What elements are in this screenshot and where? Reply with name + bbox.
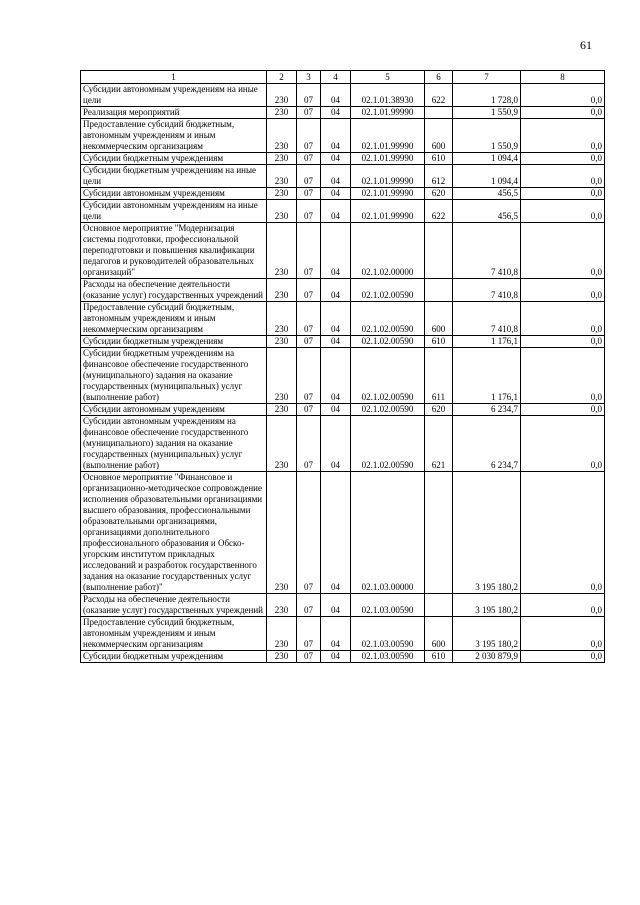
table-row — [81, 594, 605, 617]
row-code-4-cell: 04 — [321, 188, 351, 200]
row-amount-8-cell: 0,0 — [521, 223, 605, 279]
row-name-cell: Предоставление субсидий бюджетным, автономным учреждениям и иным некоммерческим организациям — [81, 617, 267, 651]
table-row — [81, 84, 605, 107]
row-code-5-cell: 02.1.03.00590 — [351, 617, 425, 651]
table-row — [81, 223, 605, 279]
row-code-6-cell: 611 — [425, 348, 453, 404]
row-code-6-cell — [425, 279, 453, 302]
row-amount-8-cell: 0,0 — [521, 472, 605, 594]
row-amount-8-cell: 0,0 — [521, 416, 605, 472]
row-name-cell: Субсидии бюджетным учреждениям — [81, 153, 267, 165]
table-row — [81, 617, 605, 651]
row-amount-8-cell: 0,0 — [521, 84, 605, 107]
row-amount-7-cell: 7 410,8 — [453, 279, 521, 302]
row-code-6-cell: 622 — [425, 84, 453, 107]
table-row — [81, 336, 605, 348]
row-code-2-cell: 230 — [267, 188, 297, 200]
table-row — [81, 200, 605, 223]
row-code-6-cell — [425, 594, 453, 617]
row-amount-7-cell: 6 234,7 — [453, 404, 521, 416]
row-name-cell: Субсидии бюджетным учреждениям на финансовое обеспечение государственного (муниципального) задания на оказание государственных (муниципальных) услуг (выполнение работ) — [81, 348, 267, 404]
row-amount-7-cell: 1 550,9 — [453, 107, 521, 119]
row-amount-8-cell: 0,0 — [521, 651, 605, 663]
row-code-2-cell: 230 — [267, 165, 297, 188]
row-code-4-cell: 04 — [321, 617, 351, 651]
row-amount-7-cell: 7 410,8 — [453, 223, 521, 279]
row-name-cell: Основное мероприятие "Модернизация системы подготовки, профессиональной переподготовки и повышения квалификации педагогов и руководителей образовательных организаций" — [81, 223, 267, 279]
row-amount-7-cell: 456,5 — [453, 188, 521, 200]
table-row — [81, 119, 605, 153]
row-code-4-cell: 04 — [321, 279, 351, 302]
row-code-6-cell: 622 — [425, 200, 453, 223]
row-code-3-cell: 07 — [297, 188, 321, 200]
row-code-4-cell: 04 — [321, 336, 351, 348]
row-name-cell: Субсидии автономным учреждениям на иные цели — [81, 200, 267, 223]
table-row — [81, 188, 605, 200]
row-amount-8-cell: 0,0 — [521, 336, 605, 348]
row-amount-8-cell: 0,0 — [521, 302, 605, 336]
row-amount-7-cell: 1 550,9 — [453, 119, 521, 153]
row-amount-8-cell: 0,0 — [521, 107, 605, 119]
budget-table — [80, 70, 605, 663]
row-name-cell: Предоставление субсидий бюджетным, автономным учреждениям и иным некоммерческим организациям — [81, 302, 267, 336]
header-col-2: 2 — [267, 71, 297, 84]
row-code-5-cell: 02.1.03.00000 — [351, 472, 425, 594]
row-code-3-cell: 07 — [297, 84, 321, 107]
row-code-5-cell: 02.1.02.00590 — [351, 336, 425, 348]
header-col-5: 5 — [351, 71, 425, 84]
row-code-4-cell: 04 — [321, 651, 351, 663]
row-code-6-cell: 620 — [425, 404, 453, 416]
row-amount-7-cell: 3 195 180,2 — [453, 594, 521, 617]
row-name-cell: Реализация мероприятий — [81, 107, 267, 119]
row-code-5-cell: 02.1.02.00000 — [351, 223, 425, 279]
row-name-cell: Субсидии автономным учреждениям на иные цели — [81, 84, 267, 107]
row-code-4-cell: 04 — [321, 119, 351, 153]
row-code-2-cell: 230 — [267, 348, 297, 404]
row-name-cell: Расходы на обеспечение деятельности (оказание услуг) государственных учреждений — [81, 279, 267, 302]
row-code-5-cell: 02.1.01.99990 — [351, 119, 425, 153]
row-code-3-cell: 07 — [297, 200, 321, 223]
table-row — [81, 404, 605, 416]
row-code-5-cell: 02.1.03.00590 — [351, 651, 425, 663]
row-code-2-cell: 230 — [267, 200, 297, 223]
row-amount-8-cell: 0,0 — [521, 119, 605, 153]
row-code-4-cell: 04 — [321, 200, 351, 223]
row-code-6-cell: 621 — [425, 416, 453, 472]
row-amount-8-cell: 0,0 — [521, 188, 605, 200]
row-code-4-cell: 04 — [321, 107, 351, 119]
row-code-3-cell: 07 — [297, 223, 321, 279]
row-code-3-cell: 07 — [297, 404, 321, 416]
table-row — [81, 165, 605, 188]
row-code-5-cell: 02.1.03.00590 — [351, 594, 425, 617]
row-amount-7-cell: 6 234,7 — [453, 416, 521, 472]
row-amount-8-cell: 0,0 — [521, 617, 605, 651]
row-code-4-cell: 04 — [321, 594, 351, 617]
row-code-2-cell: 230 — [267, 594, 297, 617]
header-col-3: 3 — [297, 71, 321, 84]
row-code-5-cell: 02.1.02.00590 — [351, 348, 425, 404]
row-amount-8-cell: 0,0 — [521, 153, 605, 165]
row-amount-7-cell: 3 195 180,2 — [453, 617, 521, 651]
row-code-3-cell: 07 — [297, 472, 321, 594]
row-code-6-cell: 620 — [425, 188, 453, 200]
row-name-cell: Субсидии автономным учреждениям — [81, 188, 267, 200]
table-row — [81, 279, 605, 302]
table-row — [81, 348, 605, 404]
row-amount-8-cell: 0,0 — [521, 279, 605, 302]
row-name-cell: Расходы на обеспечение деятельности (оказание услуг) государственных учреждений — [81, 594, 267, 617]
row-code-2-cell: 230 — [267, 617, 297, 651]
row-amount-7-cell: 1 176,1 — [453, 336, 521, 348]
row-amount-7-cell: 1 728,0 — [453, 84, 521, 107]
row-name-cell: Субсидии автономным учреждениям — [81, 404, 267, 416]
row-code-5-cell: 02.1.01.99990 — [351, 165, 425, 188]
row-amount-7-cell: 1 094,4 — [453, 153, 521, 165]
row-code-3-cell: 07 — [297, 594, 321, 617]
table-row — [81, 472, 605, 594]
row-code-5-cell: 02.1.02.00590 — [351, 279, 425, 302]
row-code-6-cell: 610 — [425, 153, 453, 165]
header-row — [81, 71, 605, 84]
row-code-4-cell: 04 — [321, 416, 351, 472]
row-amount-8-cell: 0,0 — [521, 165, 605, 188]
row-code-2-cell: 230 — [267, 119, 297, 153]
row-amount-7-cell: 456,5 — [453, 200, 521, 223]
row-code-6-cell: 610 — [425, 336, 453, 348]
table-row — [81, 153, 605, 165]
row-code-4-cell: 04 — [321, 84, 351, 107]
row-code-3-cell: 07 — [297, 165, 321, 188]
row-code-2-cell: 230 — [267, 472, 297, 594]
row-amount-7-cell: 2 030 879,9 — [453, 651, 521, 663]
row-code-5-cell: 02.1.01.99990 — [351, 153, 425, 165]
row-amount-7-cell: 1 176,1 — [453, 348, 521, 404]
header-col-7: 7 — [453, 71, 521, 84]
row-code-2-cell: 230 — [267, 153, 297, 165]
row-name-cell: Субсидии автономным учреждениям на финансовое обеспечение государственного (муниципального) задания на оказание государственных (муниципальных) услуг (выполнение работ) — [81, 416, 267, 472]
row-amount-7-cell: 7 410,8 — [453, 302, 521, 336]
row-code-4-cell: 04 — [321, 348, 351, 404]
row-code-4-cell: 04 — [321, 223, 351, 279]
row-amount-7-cell: 3 195 180,2 — [453, 472, 521, 594]
row-code-4-cell: 04 — [321, 472, 351, 594]
row-name-cell: Субсидии бюджетным учреждениям — [81, 651, 267, 663]
row-code-2-cell: 230 — [267, 404, 297, 416]
row-code-3-cell: 07 — [297, 336, 321, 348]
row-code-5-cell: 02.1.01.99990 — [351, 200, 425, 223]
row-code-4-cell: 04 — [321, 153, 351, 165]
row-amount-8-cell: 0,0 — [521, 594, 605, 617]
row-code-6-cell: 600 — [425, 302, 453, 336]
row-code-2-cell: 230 — [267, 107, 297, 119]
row-code-3-cell: 07 — [297, 416, 321, 472]
row-code-6-cell: 612 — [425, 165, 453, 188]
table-row — [81, 651, 605, 663]
table-row — [81, 302, 605, 336]
row-name-cell: Субсидии бюджетным учреждениям — [81, 336, 267, 348]
row-code-2-cell: 230 — [267, 651, 297, 663]
row-code-3-cell: 07 — [297, 302, 321, 336]
row-code-4-cell: 04 — [321, 165, 351, 188]
row-code-4-cell: 04 — [321, 404, 351, 416]
row-name-cell: Субсидии бюджетным учреждениям на иные цели — [81, 165, 267, 188]
row-code-6-cell: 610 — [425, 651, 453, 663]
row-code-3-cell: 07 — [297, 279, 321, 302]
row-code-6-cell: 600 — [425, 617, 453, 651]
table-row — [81, 416, 605, 472]
header-col-6: 6 — [425, 71, 453, 84]
row-code-2-cell: 230 — [267, 279, 297, 302]
row-amount-8-cell: 0,0 — [521, 404, 605, 416]
row-code-3-cell: 07 — [297, 119, 321, 153]
row-code-2-cell: 230 — [267, 416, 297, 472]
row-code-5-cell: 02.1.01.38930 — [351, 84, 425, 107]
table-row — [81, 107, 605, 119]
row-code-6-cell: 600 — [425, 119, 453, 153]
row-amount-8-cell: 0,0 — [521, 348, 605, 404]
page-number: 61 — [580, 38, 592, 52]
row-code-2-cell: 230 — [267, 336, 297, 348]
row-name-cell: Предоставление субсидий бюджетным, автономным учреждениям и иным некоммерческим организациям — [81, 119, 267, 153]
header-col-1: 1 — [81, 71, 267, 84]
row-code-5-cell: 02.1.02.00590 — [351, 416, 425, 472]
row-code-5-cell: 02.1.01.99990 — [351, 107, 425, 119]
header-col-8: 8 — [521, 71, 605, 84]
row-code-5-cell: 02.1.02.00590 — [351, 404, 425, 416]
row-amount-8-cell: 0,0 — [521, 200, 605, 223]
row-amount-7-cell: 1 094,4 — [453, 165, 521, 188]
row-code-2-cell: 230 — [267, 84, 297, 107]
row-code-6-cell — [425, 107, 453, 119]
row-code-3-cell: 07 — [297, 107, 321, 119]
row-code-4-cell: 04 — [321, 302, 351, 336]
row-code-6-cell — [425, 223, 453, 279]
row-code-5-cell: 02.1.02.00590 — [351, 302, 425, 336]
row-code-5-cell: 02.1.01.99990 — [351, 188, 425, 200]
row-code-3-cell: 07 — [297, 153, 321, 165]
row-code-3-cell: 07 — [297, 348, 321, 404]
row-code-6-cell — [425, 472, 453, 594]
row-name-cell: Основное мероприятие "Финансовое и организационно-методическое сопровождение исполнения образовательными организациями высшего образования, профессиональными образовательными организациями, организациями дополнительного профессионального образования и Обско-угорским институтом прикладных исследований и разработок государственного задания на оказание государственных услуг (выполнение работ)" — [81, 472, 267, 594]
row-code-2-cell: 230 — [267, 223, 297, 279]
row-code-3-cell: 07 — [297, 617, 321, 651]
row-code-3-cell: 07 — [297, 651, 321, 663]
header-col-4: 4 — [321, 71, 351, 84]
row-code-2-cell: 230 — [267, 302, 297, 336]
